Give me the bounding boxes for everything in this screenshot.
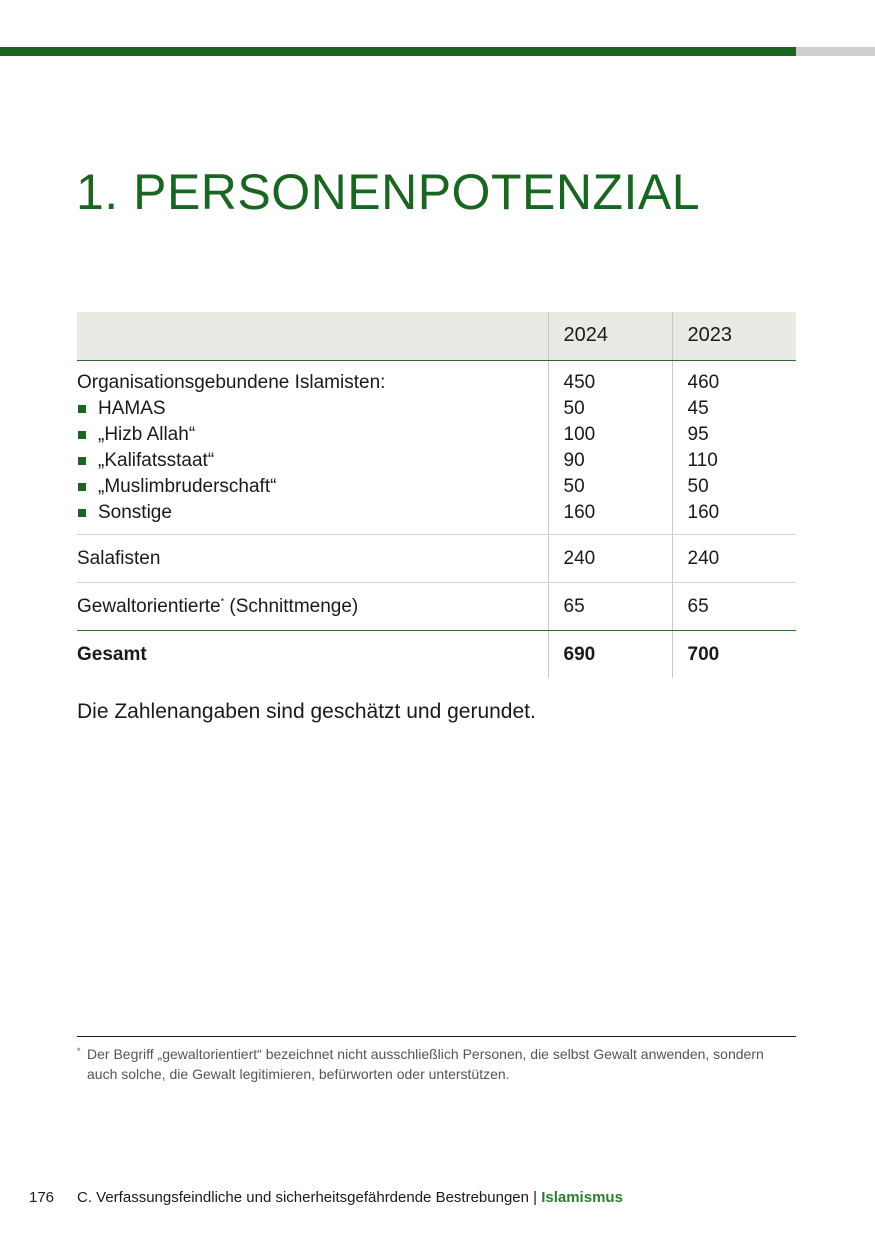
square-bullet-icon — [78, 405, 86, 413]
square-bullet-icon — [78, 457, 86, 465]
table-row-gewaltorientierte: Gewaltorientierte* (Schnittmenge) 65 65 — [77, 582, 796, 630]
column-header-2023: 2023 — [672, 312, 796, 360]
group-values-2024: 450 50 100 90 50 160 — [548, 360, 672, 534]
group-label: Organisationsgebundene Islamisten: — [77, 371, 386, 393]
column-header-label — [77, 312, 548, 360]
table-row-salafisten: Salafisten 240 240 — [77, 534, 796, 582]
column-header-2024: 2024 — [548, 312, 672, 360]
page-footer — [29, 1189, 623, 1206]
estimate-note: Die Zahlenangaben sind geschätzt und gerundet. — [77, 700, 536, 723]
footer-section: Islamismus — [541, 1189, 623, 1206]
footnote-text: Der Begriff „gewaltorientiert“ bezeichnet nicht ausschließlich Personen, die selbst Gewalt anwenden, sondern auch solche, die Gewalt legitimieren, befürworten oder unterstützen. — [87, 1046, 764, 1082]
list-item: „Hizb Allah“ — [77, 422, 548, 448]
page-number: 176 — [29, 1189, 55, 1206]
square-bullet-icon — [78, 431, 86, 439]
list-item: „Kalifatsstaat“ — [77, 448, 548, 474]
top-accent-bar-grey — [796, 47, 875, 56]
list-item: „Muslimbruderschaft“ — [77, 474, 548, 500]
list-item: Sonstige — [77, 500, 548, 526]
square-bullet-icon — [78, 483, 86, 491]
square-bullet-icon — [78, 509, 86, 517]
personenpotenzial-table — [77, 312, 796, 678]
table-row-organisationsgebundene — [77, 360, 796, 534]
footer-chapter: C. Verfassungsfeindliche und sicherheitsgefährdende Bestrebungen | — [77, 1189, 542, 1206]
footnote-marker: * — [220, 596, 225, 607]
footnote — [77, 1044, 796, 1084]
list-item: HAMAS — [77, 396, 548, 422]
table-header-row — [77, 312, 796, 360]
footnote-marker: * — [77, 1046, 81, 1056]
table-row-total: Gesamt 690 700 — [77, 630, 796, 678]
footnote-divider — [77, 1036, 796, 1037]
group-values-2023: 460 45 95 110 50 160 — [672, 360, 796, 534]
page-title: 1. PERSONENPOTENZIAL — [76, 164, 701, 220]
group-label-cell — [77, 360, 548, 534]
top-accent-bar — [0, 47, 796, 56]
